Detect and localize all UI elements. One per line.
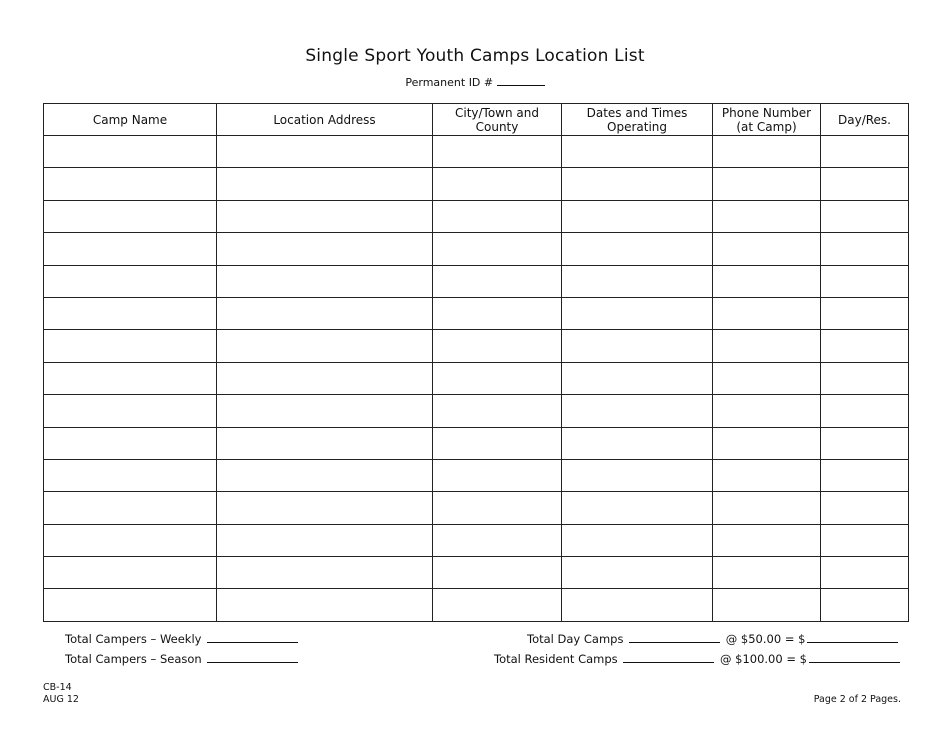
day-res-cell[interactable]	[821, 330, 909, 362]
city-county-cell[interactable]	[433, 168, 562, 200]
phone-cell[interactable]	[713, 492, 821, 524]
table-row	[44, 297, 909, 329]
total-campers-weekly-label: Total Campers – Weekly	[65, 632, 202, 646]
city-county-cell[interactable]	[433, 524, 562, 556]
col-city-county-header: City/Town and County	[433, 104, 562, 136]
camp-name-cell[interactable]	[44, 427, 217, 459]
camp-name-cell[interactable]	[44, 557, 217, 589]
location-address-cell[interactable]	[217, 362, 433, 394]
city-county-cell[interactable]	[433, 297, 562, 329]
day-res-cell[interactable]	[821, 136, 909, 168]
day-res-cell[interactable]	[821, 362, 909, 394]
dates-times-cell[interactable]	[562, 395, 713, 427]
location-address-cell[interactable]	[217, 395, 433, 427]
page-number: Page 2 of 2 Pages.	[813, 694, 901, 705]
total-day-camps-line	[527, 632, 900, 646]
dates-times-cell[interactable]	[562, 265, 713, 297]
phone-cell[interactable]	[713, 362, 821, 394]
table-row	[44, 459, 909, 491]
table-row	[44, 524, 909, 556]
dates-times-cell[interactable]	[562, 524, 713, 556]
location-address-cell[interactable]	[217, 330, 433, 362]
col-phone-header: Phone Number (at Camp)	[713, 104, 821, 136]
total-campers-weekly-line	[65, 632, 300, 646]
dates-times-cell[interactable]	[562, 200, 713, 232]
phone-cell[interactable]	[713, 557, 821, 589]
dates-times-cell[interactable]	[562, 427, 713, 459]
day-res-cell[interactable]	[821, 297, 909, 329]
location-address-cell[interactable]	[217, 233, 433, 265]
day-res-cell[interactable]	[821, 168, 909, 200]
col-camp-name-header: Camp Name	[44, 104, 217, 136]
table-row	[44, 200, 909, 232]
table-row	[44, 492, 909, 524]
total-day-camps-label: Total Day Camps	[527, 632, 624, 646]
table-row	[44, 233, 909, 265]
phone-cell[interactable]	[713, 459, 821, 491]
permanent-id-field[interactable]	[497, 74, 545, 86]
dates-times-cell[interactable]	[562, 168, 713, 200]
dates-times-cell[interactable]	[562, 136, 713, 168]
table-row	[44, 330, 909, 362]
camp-name-cell[interactable]	[44, 330, 217, 362]
dates-times-cell[interactable]	[562, 233, 713, 265]
table-row	[44, 362, 909, 394]
location-address-cell[interactable]	[217, 136, 433, 168]
day-camps-rate: @ $50.00 = $	[725, 632, 806, 646]
form-code-block	[43, 682, 79, 706]
camp-name-cell[interactable]	[44, 136, 217, 168]
location-address-cell[interactable]	[217, 427, 433, 459]
day-camps-amount-field[interactable]	[807, 632, 898, 643]
camp-name-cell[interactable]	[44, 233, 217, 265]
permanent-id-label: Permanent ID #	[405, 76, 494, 89]
total-campers-season-label: Total Campers – Season	[65, 652, 202, 666]
day-res-cell[interactable]	[821, 459, 909, 491]
city-county-cell[interactable]	[433, 492, 562, 524]
city-county-cell[interactable]	[433, 265, 562, 297]
day-res-cell[interactable]	[821, 427, 909, 459]
city-county-cell[interactable]	[433, 589, 562, 621]
camp-name-cell[interactable]	[44, 200, 217, 232]
table-row	[44, 589, 909, 621]
total-day-camps-field[interactable]	[629, 632, 720, 643]
camp-name-cell[interactable]	[44, 395, 217, 427]
location-address-cell[interactable]	[217, 524, 433, 556]
city-county-cell[interactable]	[433, 427, 562, 459]
dates-times-cell[interactable]	[562, 459, 713, 491]
phone-cell[interactable]	[713, 427, 821, 459]
dates-times-cell[interactable]	[562, 492, 713, 524]
total-resident-camps-label: Total Resident Camps	[494, 652, 618, 666]
col-dates-times-header: Dates and Times Operating	[562, 104, 713, 136]
table-row	[44, 427, 909, 459]
form-code: CB-14	[43, 682, 72, 693]
city-county-cell[interactable]	[433, 136, 562, 168]
day-res-cell[interactable]	[821, 265, 909, 297]
table-row	[44, 395, 909, 427]
location-address-cell[interactable]	[217, 557, 433, 589]
phone-cell[interactable]	[713, 297, 821, 329]
city-county-cell[interactable]	[433, 200, 562, 232]
phone-cell[interactable]	[713, 168, 821, 200]
city-county-cell[interactable]	[433, 233, 562, 265]
table-row	[44, 168, 909, 200]
day-res-cell[interactable]	[821, 233, 909, 265]
city-county-cell[interactable]	[433, 395, 562, 427]
location-address-cell[interactable]	[217, 589, 433, 621]
dates-times-cell[interactable]	[562, 330, 713, 362]
total-resident-camps-line	[494, 652, 902, 666]
camp-location-table	[43, 103, 909, 622]
location-address-cell[interactable]	[217, 265, 433, 297]
camp-name-cell[interactable]	[44, 362, 217, 394]
total-campers-season-line	[65, 652, 300, 666]
camp-name-cell[interactable]	[44, 459, 217, 491]
day-res-cell[interactable]	[821, 395, 909, 427]
phone-cell[interactable]	[713, 265, 821, 297]
phone-cell[interactable]	[713, 233, 821, 265]
phone-cell[interactable]	[713, 330, 821, 362]
resident-camps-rate: @ $100.00 = $	[719, 652, 807, 666]
dates-times-cell[interactable]	[562, 362, 713, 394]
dates-times-cell[interactable]	[562, 557, 713, 589]
form-date: AUG 12	[43, 694, 79, 705]
day-res-cell[interactable]	[821, 589, 909, 621]
location-address-cell[interactable]	[217, 168, 433, 200]
location-address-cell[interactable]	[217, 492, 433, 524]
location-address-cell[interactable]	[217, 200, 433, 232]
camp-name-cell[interactable]	[44, 297, 217, 329]
resident-camps-amount-field[interactable]	[809, 652, 900, 663]
camp-name-cell[interactable]	[44, 265, 217, 297]
permanent-id-line	[0, 74, 950, 89]
day-res-cell[interactable]	[821, 200, 909, 232]
total-campers-season-field[interactable]	[207, 652, 298, 663]
camp-name-cell[interactable]	[44, 492, 217, 524]
dates-times-cell[interactable]	[562, 297, 713, 329]
col-location-address-header: Location Address	[217, 104, 433, 136]
day-res-cell[interactable]	[821, 492, 909, 524]
phone-cell[interactable]	[713, 200, 821, 232]
city-county-cell[interactable]	[433, 362, 562, 394]
total-campers-weekly-field[interactable]	[207, 632, 298, 643]
city-county-cell[interactable]	[433, 459, 562, 491]
camp-name-cell[interactable]	[44, 589, 217, 621]
form-title: Single Sport Youth Camps Location List	[305, 46, 645, 66]
table-header-row	[44, 104, 909, 136]
table-row	[44, 265, 909, 297]
phone-cell[interactable]	[713, 395, 821, 427]
city-county-cell[interactable]	[433, 557, 562, 589]
dates-times-cell[interactable]	[562, 589, 713, 621]
table-row	[44, 136, 909, 168]
camp-name-cell[interactable]	[44, 524, 217, 556]
location-address-cell[interactable]	[217, 297, 433, 329]
total-resident-camps-field[interactable]	[623, 652, 714, 663]
camp-name-cell[interactable]	[44, 168, 217, 200]
col-day-res-header: Day/Res.	[821, 104, 909, 136]
phone-cell[interactable]	[713, 589, 821, 621]
table-row	[44, 557, 909, 589]
city-county-cell[interactable]	[433, 330, 562, 362]
day-res-cell[interactable]	[821, 557, 909, 589]
day-res-cell[interactable]	[821, 524, 909, 556]
phone-cell[interactable]	[713, 524, 821, 556]
location-address-cell[interactable]	[217, 459, 433, 491]
phone-cell[interactable]	[713, 136, 821, 168]
